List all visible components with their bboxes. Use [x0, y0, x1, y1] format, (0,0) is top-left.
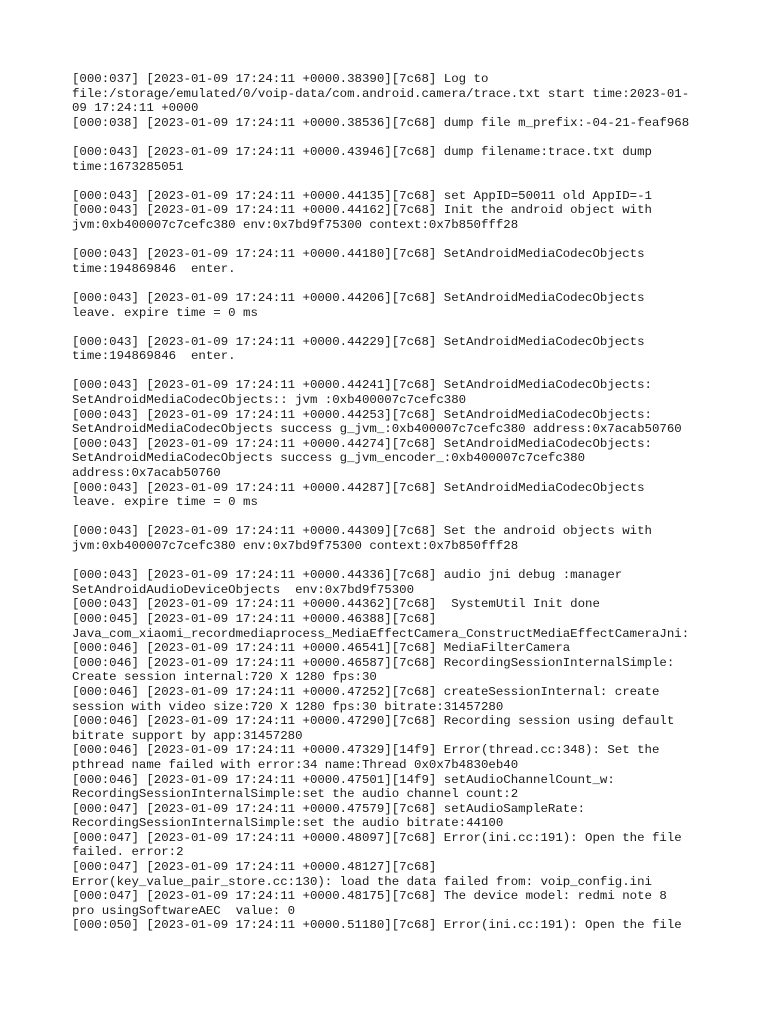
log-line: [000:047] [2023-01-09 17:24:11 +0000.47579][7c68] setAudioSampleRate: RecordingSessionInternalSimple:set the audio bitrate:44100 — [72, 801, 586, 831]
log-line: [000:043] [2023-01-09 17:24:11 +0000.44162][7c68] Init the android object with jvm:0xb400007c7cefc380 env:0x7bd9f75300 context:0x7b850fff28 — [72, 203, 652, 232]
log-line: [000:046] [2023-01-09 17:24:11 +0000.47329][14f9] Error(thread.cc:348): Set the pthread name failed with error:34 name:Thread 0x0x7b4830eb40 — [72, 743, 660, 772]
log-line: [000:043] [2023-01-09 17:24:11 +0000.44309][7c68] Set the android objects with jvm:0xb400007c7cefc380 env:0x7bd9f75300 context:0x7b850fff28 — [72, 524, 652, 553]
log-line: [000:046] [2023-01-09 17:24:11 +0000.46587][7c68] RecordingSessionInternalSimple: Create session internal:720 X 1280 fps:30 — [72, 655, 675, 685]
log-line: [000:038] [2023-01-09 17:24:11 +0000.38536][7c68] dump file m_prefix:-04-21-feaf968 — [72, 115, 690, 130]
log-line: [000:047] [2023-01-09 17:24:11 +0000.48097][7c68] Error(ini.cc:191): Open the file failed. error:2 — [72, 830, 682, 860]
log-line: [000:043] [2023-01-09 17:24:11 +0000.44229][7c68] SetAndroidMediaCodecObjects time:194869846 enter. — [72, 334, 645, 364]
log-line: [000:043] [2023-01-09 17:24:11 +0000.44274][7c68] SetAndroidMediaCodecObjects: SetAndroidMediaCodecObjects success g_jvm_encoder_:0xb400007c7cefc380 address:0x7acab50760 — [72, 436, 652, 481]
log-line: [000:043] [2023-01-09 17:24:11 +0000.43946][7c68] dump filename:trace.txt dump time:1673285051 — [72, 144, 652, 174]
log-line: [000:047] [2023-01-09 17:24:11 +0000.48175][7c68] The device model: redmi note 8 pro usingSoftwareAEC value: 0 — [72, 889, 667, 918]
log-line: [000:045] [2023-01-09 17:24:11 +0000.46388][7c68] Java_com_xiaomi_recordmediaprocess_MediaEffectCamera_ConstructMediaEffectCameraJni: — [72, 611, 690, 641]
log-line: [000:046] [2023-01-09 17:24:11 +0000.47290][7c68] Recording session using default bitrate support by app:31457280 — [72, 714, 675, 743]
log-line: [000:046] [2023-01-09 17:24:11 +0000.46541][7c68] MediaFilterCamera — [72, 641, 571, 656]
log-line: [000:046] [2023-01-09 17:24:11 +0000.47252][7c68] createSessionInternal: create session with video size:720 X 1280 fps:30 bitrate:31457280 — [72, 684, 660, 714]
log-line: [000:043] [2023-01-09 17:24:11 +0000.44206][7c68] SetAndroidMediaCodecObjects leave. expire time = 0 ms — [72, 290, 645, 320]
log-line: [000:043] [2023-01-09 17:24:11 +0000.44241][7c68] SetAndroidMediaCodecObjects: SetAndroidMediaCodecObjects:: jvm :0xb400007c7cefc380 — [72, 378, 652, 408]
log-line: [000:047] [2023-01-09 17:24:11 +0000.48127][7c68] Error(key_value_pair_store.cc:130): load the data failed from: voip_config.ini — [72, 860, 652, 889]
log-line: [000:043] [2023-01-09 17:24:11 +0000.44180][7c68] SetAndroidMediaCodecObjects time:194869846 enter. — [72, 247, 645, 276]
log-line: [000:037] [2023-01-09 17:24:11 +0000.38390][7c68] Log to file:/storage/emulated/0/voip-data/com.android.camera/trace.txt start time:2023-01- 09 17:24:11 +0000 — [72, 72, 690, 116]
log-document — [72, 72, 712, 933]
log-line: [000:043] [2023-01-09 17:24:11 +0000.44135][7c68] set AppID=50011 old AppID=-1 — [72, 188, 652, 203]
log-line: [000:043] [2023-01-09 17:24:11 +0000.44287][7c68] SetAndroidMediaCodecObjects leave. expire time = 0 ms — [72, 480, 645, 510]
log-line: [000:043] [2023-01-09 17:24:11 +0000.44336][7c68] audio jni debug :manager SetAndroidAudioDeviceObjects env:0x7bd9f75300 — [72, 568, 623, 597]
log-line: [000:043] [2023-01-09 17:24:11 +0000.44253][7c68] SetAndroidMediaCodecObjects: SetAndroidMediaCodecObjects success g_jvm_:0xb400007c7cefc380 address:0x7acab50760 — [72, 407, 682, 437]
log-line: [000:043] [2023-01-09 17:24:11 +0000.44362][7c68] SystemUtil Init done — [72, 597, 600, 612]
log-line: [000:046] [2023-01-09 17:24:11 +0000.47501][14f9] setAudioChannelCount_w: RecordingSessionInternalSimple:set the audio channel count:2 — [72, 772, 615, 802]
log-line: [000:050] [2023-01-09 17:24:11 +0000.51180][7c68] Error(ini.cc:191): Open the file — [72, 918, 682, 933]
